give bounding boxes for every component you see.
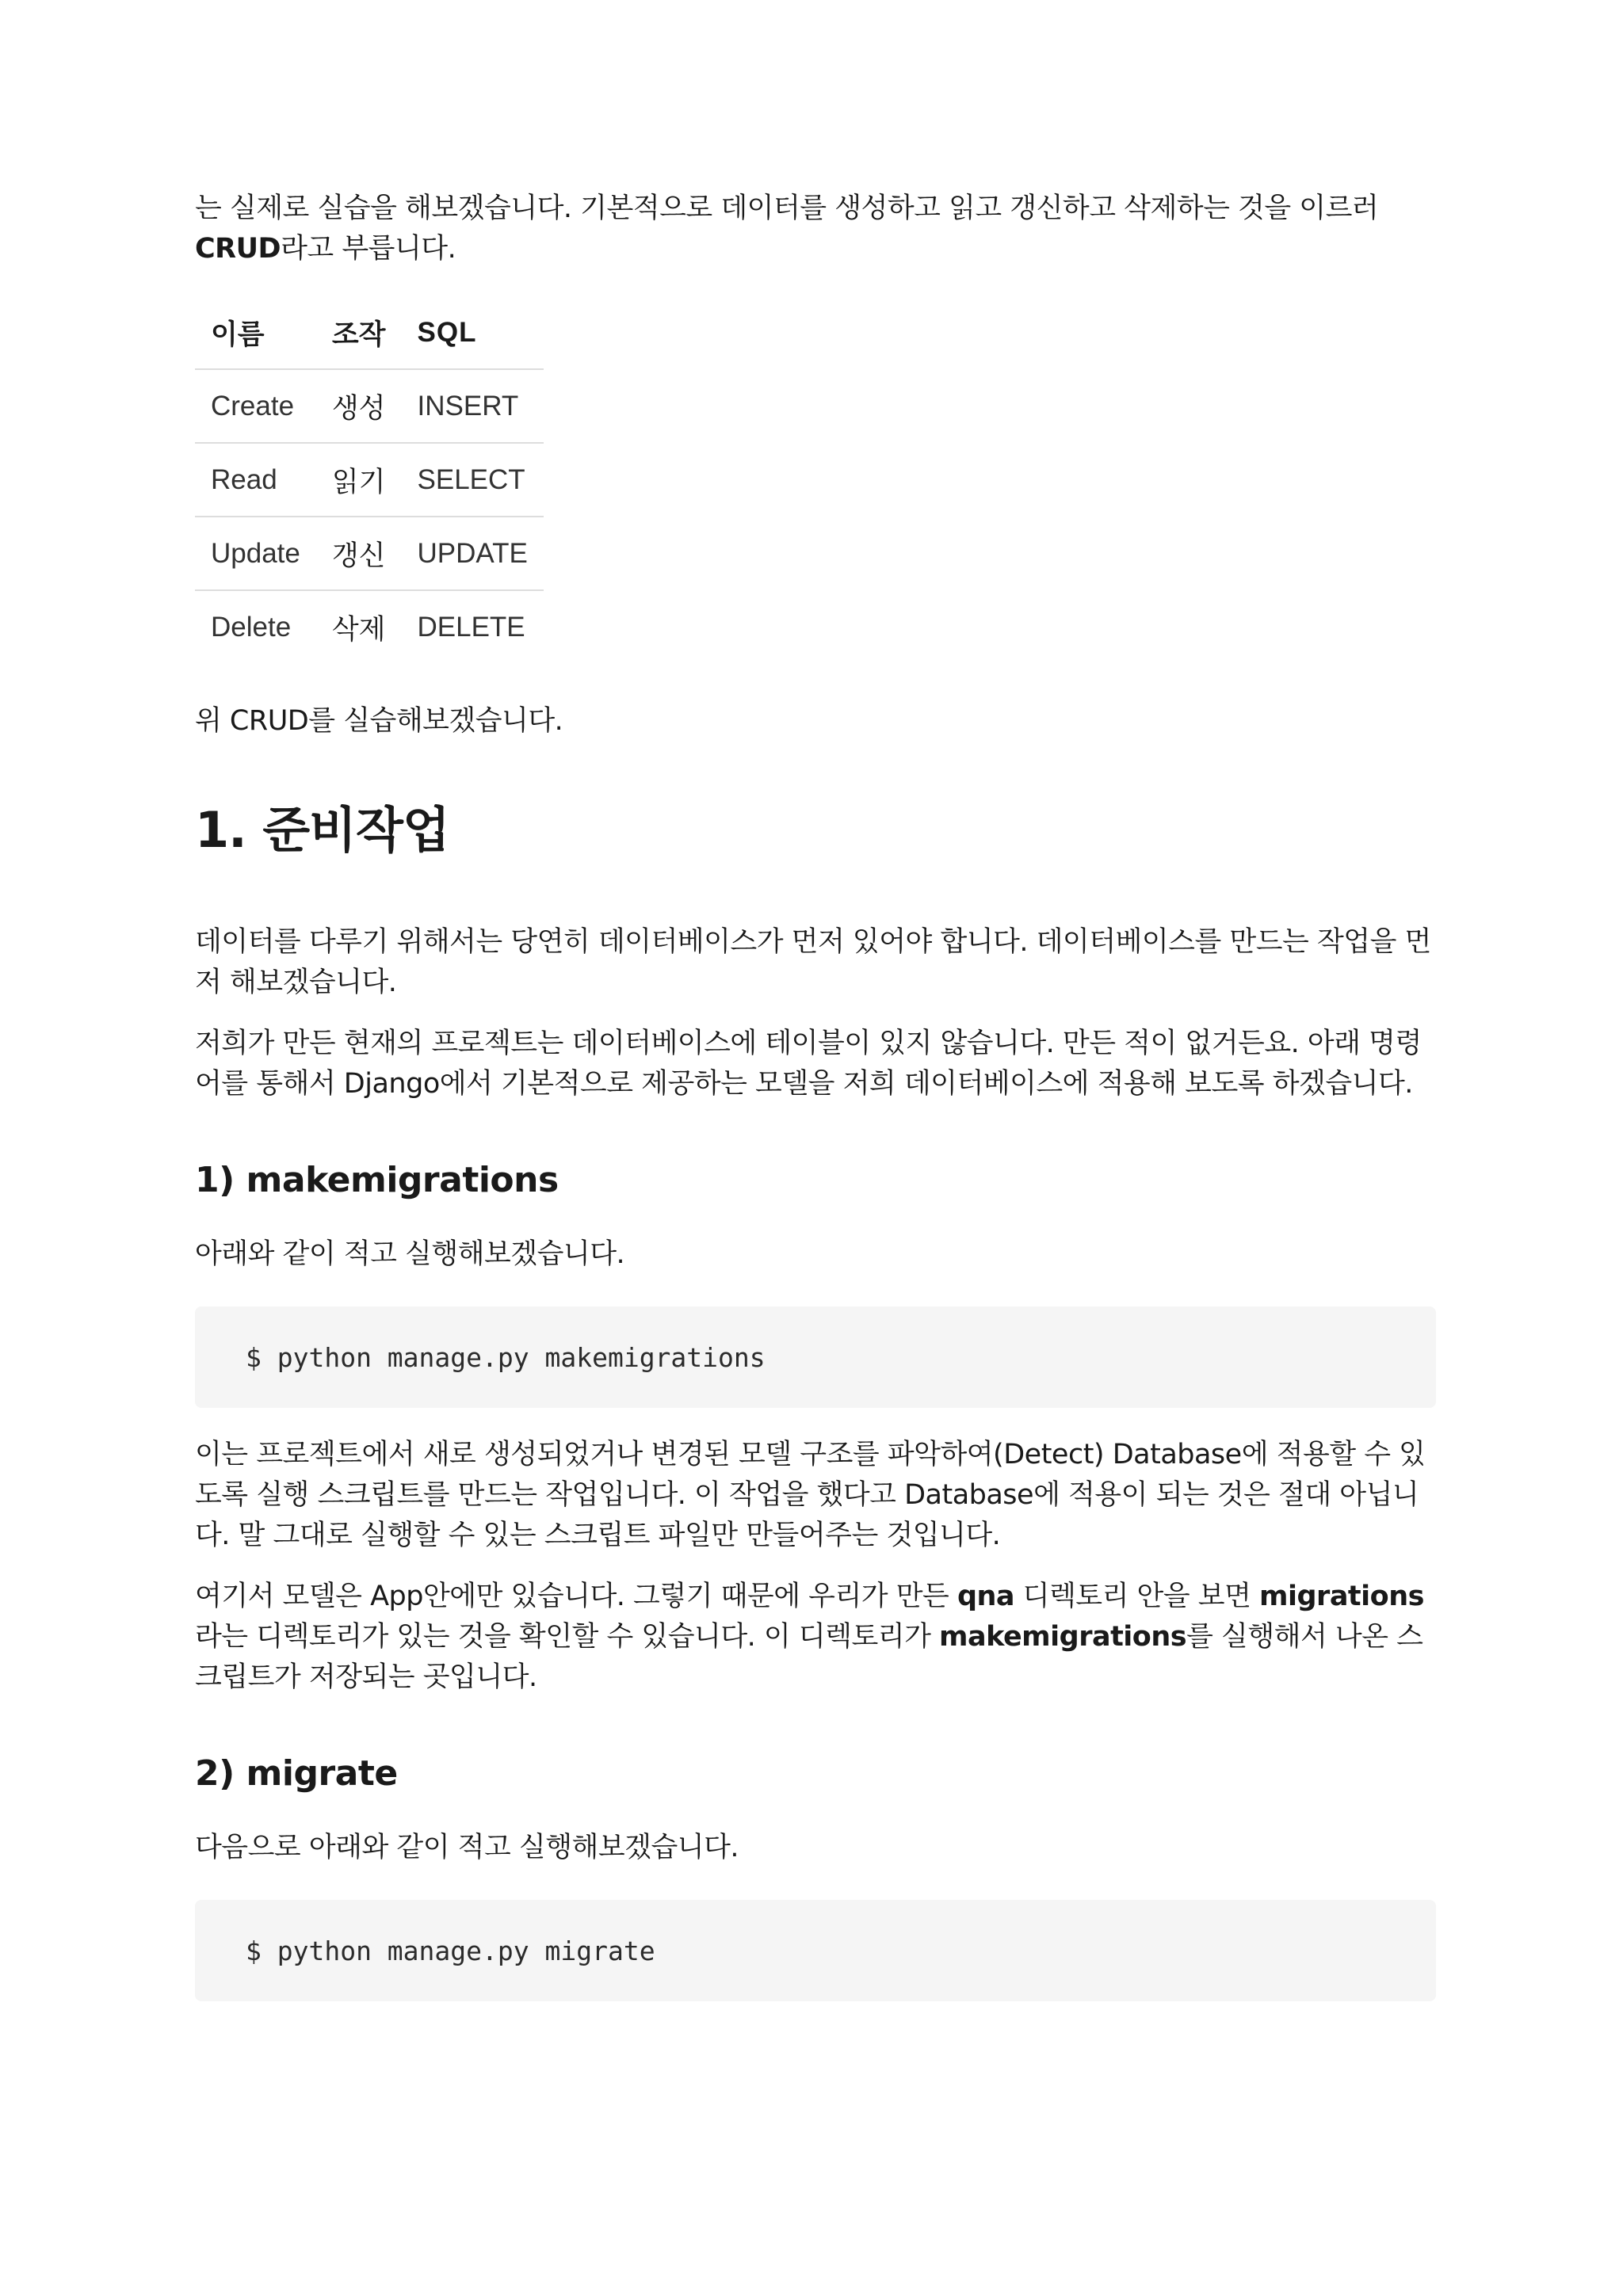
cell-name: Update <box>195 517 316 590</box>
intro-paragraph <box>195 189 1436 269</box>
column-header-sql: SQL <box>402 296 544 369</box>
migrations-directory-paragraph <box>195 1577 1436 1698</box>
crud-practice-note: 위 CRUD를 실습해보겠습니다. <box>195 705 563 737</box>
text-span: 여기서 모델은 App안에만 있습니다. 그렇기 때문에 우리가 만든 <box>195 1581 957 1612</box>
subheading-migrate: 2) migrate <box>195 1753 398 1794</box>
table-row <box>195 443 544 517</box>
column-header-name: 이름 <box>195 296 316 369</box>
preparation-paragraph-2: 저희가 만든 현재의 프로젝트는 데이터베이스에 테이블이 있지 않습니다. 만든 적이 없거든요. 아래 명령어를 통해서 Django에서 기본적으로 제공하는 모델을 저희 데이터베이스에 적용해 보도록 하겠습니다. <box>195 1028 1422 1100</box>
section-heading-preparation: 1. 준비작업 <box>195 801 449 859</box>
cell-name: Delete <box>211 611 292 643</box>
crud-table <box>195 296 544 663</box>
table-header-row <box>195 296 544 369</box>
subheading-makemigrations: 1) makemigrations <box>195 1160 559 1200</box>
makemigrations-explanation: 이는 프로젝트에서 새로 생성되었거나 변경된 모델 구조를 파악하여(Detect) Database에 적용할 수 있도록 실행 스크립트를 만드는 작업입니다. 이 작업을 했다고 Database에 적용이 되는 것은 절대 아닙니다. 말 그대로 실행할 수 있는 스크립트 파일만 만들어주는 것입니다. <box>195 1439 1426 1551</box>
cell-operation: 읽기 <box>316 443 402 517</box>
table-row <box>195 590 544 663</box>
qna-term: qna <box>957 1581 1015 1612</box>
cell-sql: INSERT <box>402 369 544 443</box>
migrations-term: migrations <box>1259 1581 1424 1612</box>
migrate-instruction: 다음으로 아래와 같이 적고 실행해보겠습니다. <box>195 1832 739 1863</box>
text-span: 디렉토리 안을 보면 <box>1014 1581 1260 1612</box>
command-migrate: $ python manage.py migrate <box>246 1935 655 1966</box>
cell-sql: DELETE <box>417 611 525 643</box>
intro-line2: 라고 부릅니다. <box>281 233 456 265</box>
column-header-operation: 조작 <box>316 296 402 369</box>
code-block-migrate <box>195 1900 1436 2001</box>
cell-sql: SELECT <box>402 443 544 517</box>
command-makemigrations: $ python manage.py makemigrations <box>246 1341 766 1373</box>
cell-name: Create <box>195 369 316 443</box>
table-row <box>195 517 544 590</box>
crud-term: CRUD <box>195 233 281 265</box>
intro-line1: 는 실제로 실습을 해보겠습니다. 기본적으로 데이터를 생성하고 읽고 갱신하고 삭제하는 것을 이르러 <box>195 193 1379 224</box>
makemigrations-term: makemigrations <box>939 1621 1187 1653</box>
cell-operation: 삭제 <box>331 613 386 646</box>
code-block-makemigrations <box>195 1306 1436 1408</box>
text-span: 를 실행해서 나온 스크립트가 저장되는 곳입니다. <box>195 1621 1423 1693</box>
table-row <box>195 369 544 443</box>
cell-operation: 갱신 <box>316 517 402 590</box>
cell-operation: 생성 <box>316 369 402 443</box>
preparation-paragraph-1: 데이터를 다루기 위해서는 당연히 데이터베이스가 먼저 있어야 합니다. 데이터베이스를 만드는 작업을 먼저 해보겠습니다. <box>195 926 1431 998</box>
cell-name: Read <box>195 443 316 517</box>
text-span: 라는 디렉토리가 있는 것을 확인할 수 있습니다. 이 디렉토리가 <box>195 1621 940 1653</box>
document-page <box>195 189 1436 2028</box>
makemigrations-instruction: 아래와 같이 적고 실행해보겠습니다. <box>195 1238 625 1270</box>
cell-sql: UPDATE <box>402 517 544 590</box>
